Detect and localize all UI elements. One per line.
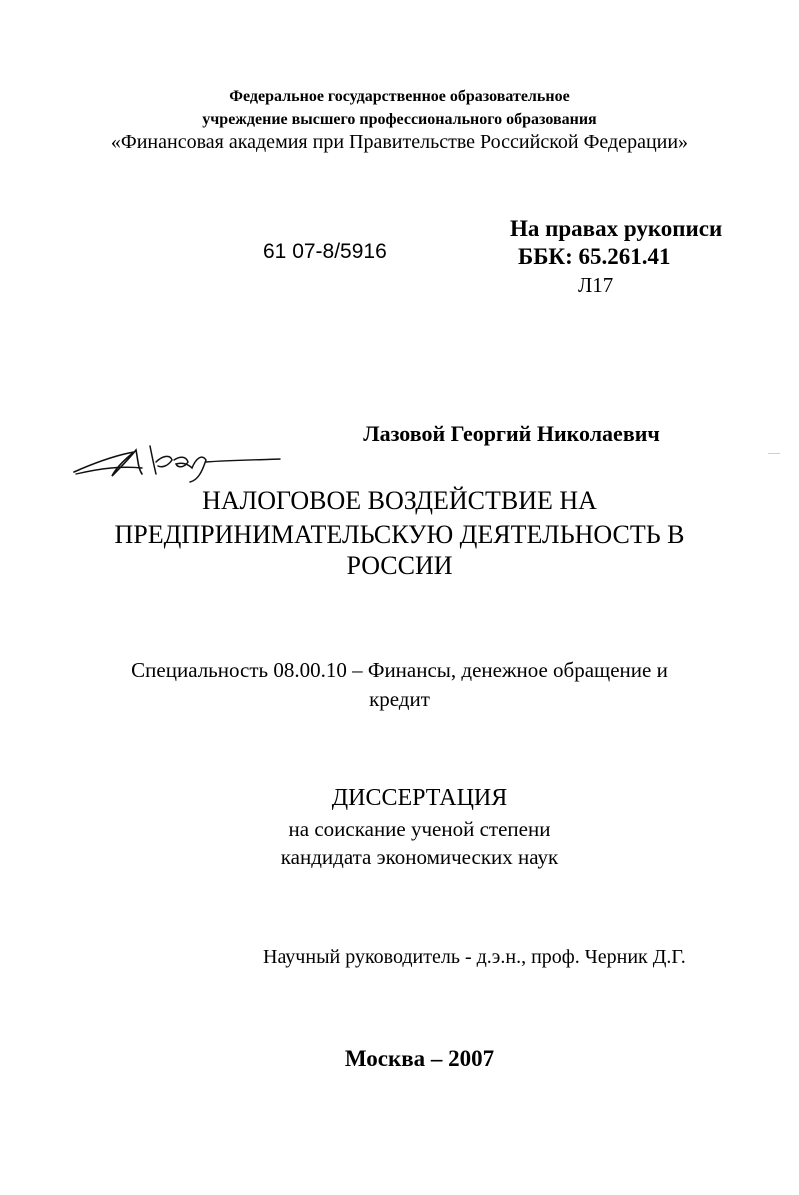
specialty-line-2: кредит (369, 687, 430, 711)
dissertation-label: ДИССЕРТАЦИЯ (331, 785, 508, 811)
library-stamp-code: 61 07-8/5916 (263, 240, 387, 263)
dissertation-title-line-1: НАЛОГОВОЕ ВОЗДЕЙСТВИЕ НА (202, 486, 597, 515)
scan-speck (768, 453, 780, 454)
author-index: Л17 (578, 273, 614, 297)
manuscript-rights-label: На правах рукописи (510, 216, 723, 241)
dissertation-title-line-2: ПРЕДПРИНИМАТЕЛЬСКУЮ ДЕЯТЕЛЬНОСТЬ В (114, 520, 685, 549)
institution-line-1: Федеральное государственное образовательное (229, 88, 570, 105)
institution-line-2: учреждение высшего профессионального образования (202, 111, 597, 128)
author-name: Лазовой Георгий Николаевич (363, 421, 660, 446)
bbk-classification: ББК: 65.261.41 (518, 244, 671, 269)
degree-line-2: кандидата экономических наук (280, 845, 559, 869)
specialty-line-1: Специальность 08.00.10 – Финансы, денежное обращение и (131, 658, 668, 682)
degree-line-1: на соискание ученой степени (288, 817, 551, 841)
city-year: Москва – 2007 (344, 1046, 495, 1071)
scientific-supervisor: Научный руководитель - д.э.н., проф. Черник Д.Г. (263, 946, 686, 968)
dissertation-title-line-3: РОССИИ (346, 551, 453, 580)
institution-line-3: «Финансовая академия при Правительстве Российской Федерации» (110, 131, 689, 153)
